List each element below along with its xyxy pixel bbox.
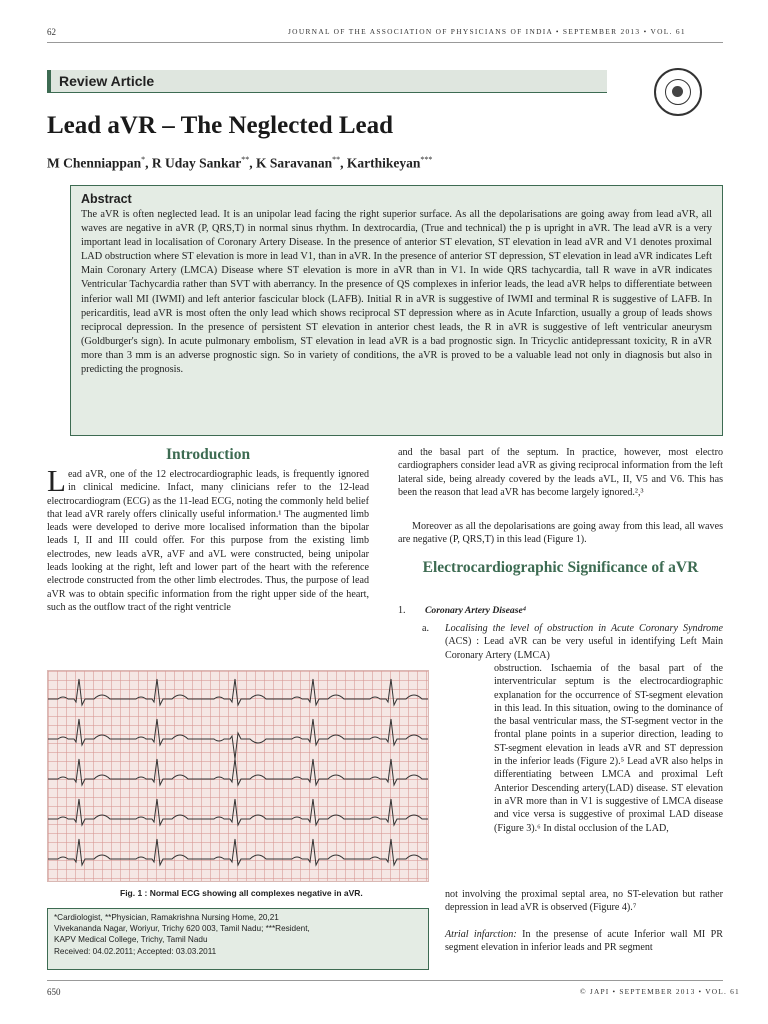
right-paragraph-2: Moreover as all the depolarisations are going away from this lead, all waves are negative (P, QRS,T) in this lead (Figure 1). <box>398 521 723 546</box>
author-name: K Saravanan <box>255 155 333 171</box>
abstract-box <box>70 185 723 436</box>
author-list: M Chenniappan*, R Uday Sankar**, K Saravanan**, Karthikeyan*** <box>47 155 433 171</box>
author-name: M Chenniappan <box>47 155 142 171</box>
affiliation-line: *Cardiologist, **Physician, Ramakrishna Nursing Home, 20,21 <box>54 913 279 922</box>
ecg-lead-trace <box>48 839 429 865</box>
header-rule <box>47 42 723 43</box>
figure-caption: Fig. 1 : Normal ECG showing all complexes negative in aVR. <box>120 888 363 898</box>
author-name: Karthikeyan <box>346 155 421 171</box>
significance-heading: Electrocardiographic Significance of aVR <box>422 559 699 576</box>
list-item-b: Atrial infarction: In the presense of acute Inferior wall MI PR segment elevation in inferior leads and PR segment <box>445 929 723 954</box>
ecg-tracing <box>48 671 429 882</box>
ecg-lead-trace <box>48 759 429 785</box>
intro-heading: Introduction <box>165 446 251 463</box>
drop-cap: L <box>47 463 66 498</box>
article-title: Lead aVR – The Neglected Lead <box>47 112 394 139</box>
affiliation-line: KAPV Medical College, Trichy, Tamil Nadu <box>54 935 208 945</box>
author-mark: *** <box>420 155 433 164</box>
author-mark: * <box>141 155 146 164</box>
footer-journal: © JAPI • SEPTEMBER 2013 • VOL. 61 <box>580 987 740 996</box>
list-item-a-tail: not involving the proximal septal area, no ST-elevation but rather depression in lead aVR is observed (Figure 4).⁷ <box>445 889 723 914</box>
ecg-lead-trace <box>48 719 429 759</box>
author-name: R Uday Sankar <box>151 155 242 171</box>
intro-paragraph: Lead aVR, one of the 12 electrocardiographic leads, is frequently ignored in clinical medicine. Infact, many clinicians refer to the 12-lead electrocardiogram (ECG) as the 11-lead ECG, noting the commonly held belief that lead aVR rarely offers clinically useful information.¹ The augmented limb leads were developed to derive more localised information than the bipolar leads I, II and III could offer. For this purpose from the existing limb electrodes, new leads aVR, aVF and aVL were constructed, being unipolar leads looking at the right, left and lower part of the heart with the reference electrode constructed from the other limb electrodes. Thus, the purpose of lead aVR was to obtain specific information from the right upper side of the heart, such as the outflow tract of the right ventricle <box>47 463 369 613</box>
ecg-figure <box>47 670 429 882</box>
page-number-top: 62 <box>47 27 56 37</box>
footer-rule <box>47 980 723 981</box>
abstract-body: The aVR is often neglected lead. It is an unipolar lead facing the right superior surface. As all the depolarisations are going away from lead aVR, all waves are negative in aVR (P, QRS,T) in normal sinus rhythm. In dextrocardia, (True and technical) the p is upright in aVR. The lead aVR is a very important lead in localisation of Coronary Artery Disease. In the presence of anterior ST elevation, ST elevation in lead aVR and V1 denotes proximal LAD obstruction where ST elevation is more in lead V1, than in aVR. In the presence of anterior ST depression, ST elevation in lead aVR indicates Left Main Coronary Artery (LMCA) Disease where ST elevation is more in aVR than in V1. In wide QRS tachycardia, tall R wave in aVR indicates Ventricular Tachycardia rather than SVT with aberrancy. In the presence of QS complexes in inferior leads, the lead aVR helps to differentiate between inferior wall MI (IWMI) and left anterior fascicular block (LAFB). Initial R in aVR is suggestive of IWMI and terminal R is suggestive of LAFB. In pericarditis, lead aVR is most often the only lead which shows reciprocal ST depression where as in Acute Infarction, usually a group of leads shows reciprocal depression. In the presence of persistent ST elevation in anterior chest leads, the R in aVR is suggestive of left ventricular aneurysm (Goldburger's sign). In acute pulmonary embolism, ST elevation in lead aVR is a bad prognostic sign. In Tricyclic antidepressant toxicity, R in aVR more than 3 mm is an adverse prognostic sign. So in variety of conditions, the aVR is proved to be a valuable lead not only in diagnosis but also in predicting the prognosis. <box>81 209 712 376</box>
list-item-a-body: obstruction. Ischaemia of the basal part of the interventricular septum is the electrocardiographic explanation for the occurrence of ST-segment elevation in this lead. In this situation, owing to the dominance of the basal ventricular mass, the ST-segment vector in the frontal plane points in a superior direction, leading to ST-segment elevation in leads aVR and ST depression in the inferior leads (Figure 2).⁵ Lead aVR also helps in differentiating between LMCA and proximal Left Anterior Descending artery(LAD) disease. ST elevation in aVR more than in V1 is suggestive of LMCA disease and vice versa is suggestive of proximal LAD disease (Figure 3).⁶ In distal occlusion of the LAD, <box>494 663 723 834</box>
author-mark: ** <box>332 155 341 164</box>
association-seal-icon <box>654 68 702 116</box>
page-number-bottom: 650 <box>47 987 61 997</box>
list-title-1: Coronary Artery Disease⁴ <box>425 605 527 616</box>
affiliation-line: Vivekananda Nagar, Woriyur, Trichy 620 003, Tamil Nadu; ***Resident, <box>54 924 310 934</box>
ecg-lead-trace <box>48 679 429 705</box>
right-paragraph-1: and the basal part of the septum. In practice, however, most electro cardiographers consider lead aVR as giving reciprocal information from the left lateral side, being already covered by the leads aVL, II, V5 and V6. This has been the reason that lead aVR has become largely ignored.²,³ <box>398 447 723 498</box>
received-dates: Received: 04.02.2011; Accepted: 03.03.2011 <box>54 946 217 956</box>
list-item-a-head: Localising the level of obstruction in Acute Coronary Syndrome (ACS) : Lead aVR can be very useful in identifying Left Main Coronary Artery (LMCA) <box>445 623 723 661</box>
author-mark: ** <box>241 155 250 164</box>
list-letter-a: a. <box>422 623 430 634</box>
list-number-1: 1. <box>398 605 406 616</box>
affiliation-box <box>47 908 429 970</box>
section-label: Review Article <box>47 70 607 93</box>
abstract-heading: Abstract <box>81 192 132 206</box>
ecg-lead-trace <box>48 799 429 825</box>
journal-header: JOURNAL OF THE ASSOCIATION OF PHYSICIANS OF INDIA • SEPTEMBER 2013 • VOL. 61 <box>288 27 686 36</box>
